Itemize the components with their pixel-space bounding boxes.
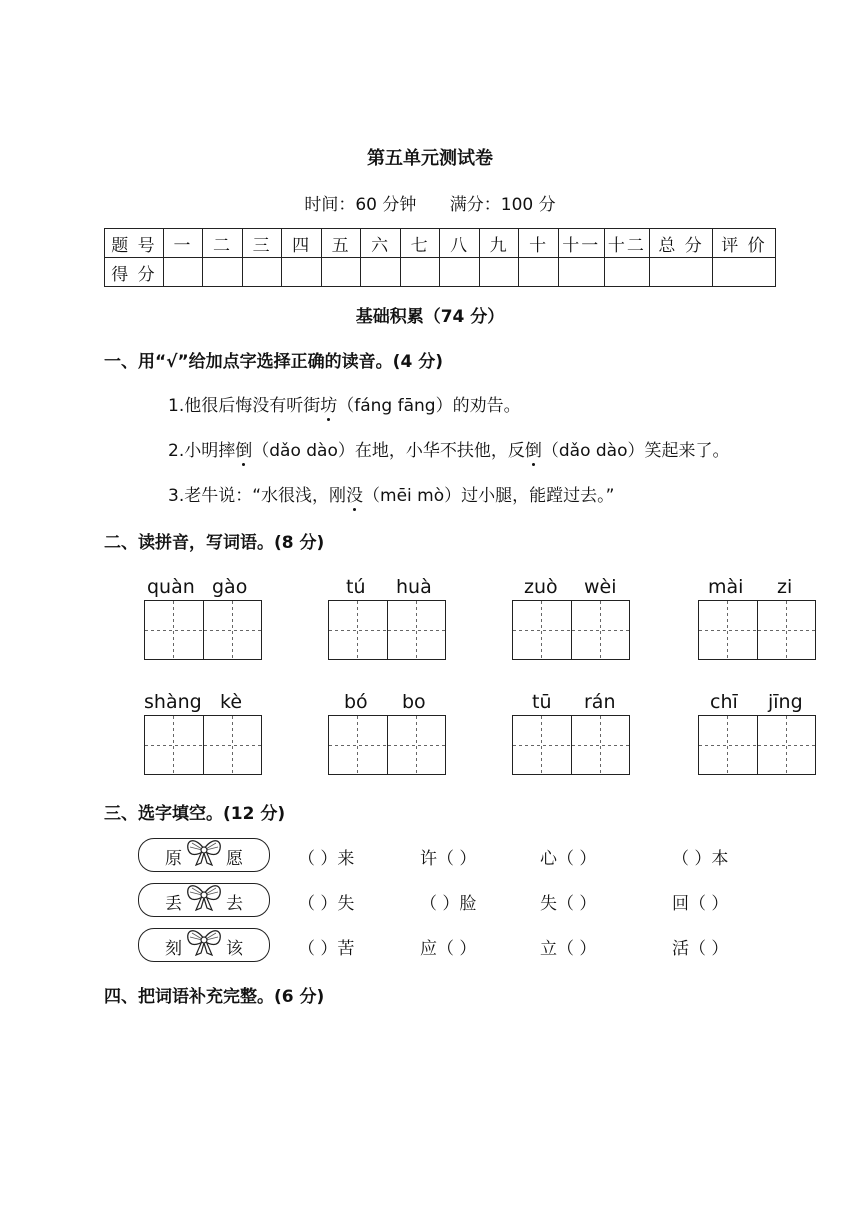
pinyin-syllable: mài — [708, 576, 744, 598]
score-blank-cell[interactable] — [519, 258, 559, 287]
score-blank-cell[interactable] — [440, 258, 480, 287]
fill-blank-item[interactable]: （ ）脸 — [420, 894, 477, 914]
fill-blank-item[interactable]: 应（ ） — [420, 939, 477, 959]
writing-grid[interactable] — [144, 600, 262, 660]
score-blank-cell[interactable] — [604, 258, 650, 287]
q1-heading: 一、用“√”给加点字选择正确的读音。(4 分) — [104, 352, 443, 372]
char-option: 丢 — [165, 894, 182, 914]
dotted-char: 坊 — [320, 391, 337, 416]
pinyin-word — [512, 687, 632, 775]
score-blank-cell[interactable] — [321, 258, 361, 287]
writing-grid[interactable] — [698, 715, 816, 775]
pinyin-word — [512, 572, 632, 660]
char-option: 愿 — [226, 849, 243, 869]
score-table-cell: 八 — [440, 229, 480, 258]
q3-heading: 三、选字填空。(12 分) — [104, 804, 286, 824]
score-blank-cell[interactable] — [163, 258, 203, 287]
char-option: 该 — [226, 939, 243, 959]
pinyin-word — [328, 687, 448, 775]
q1-item-text: 1.他很后悔没有听街 — [168, 396, 321, 416]
char-pair-badge — [138, 928, 270, 962]
score-table-header-row — [105, 229, 776, 258]
score-table-cell: 五 — [321, 229, 361, 258]
score-blank-cell[interactable] — [203, 258, 243, 287]
pinyin-word — [144, 572, 264, 660]
score-table-cell: 七 — [400, 229, 440, 258]
q2-heading: 二、读拼音，写词语。(8 分) — [104, 533, 325, 553]
pinyin-syllable: bó — [344, 691, 368, 713]
exam-info — [0, 190, 860, 215]
score-blank-cell[interactable] — [361, 258, 401, 287]
pinyin-word — [144, 687, 264, 775]
char-pair-badge — [138, 883, 270, 917]
score-table-cell: 十一 — [558, 229, 604, 258]
score-table-cell: 十二 — [604, 229, 650, 258]
pinyin-syllable: gào — [212, 576, 248, 598]
pinyin-syllable: bo — [402, 691, 426, 713]
dotted-char: 倒 — [525, 436, 542, 461]
fill-blank-item[interactable]: 回（ ） — [672, 894, 729, 914]
score-table-cell: 四 — [282, 229, 322, 258]
fill-blank-item[interactable]: 立（ ） — [540, 939, 597, 959]
score-table-cell: 二 — [203, 229, 243, 258]
q1-item-2 — [168, 436, 729, 461]
q1-item-text: （dǎo dào）笑起来了。 — [541, 441, 730, 461]
score-blank-cell[interactable] — [400, 258, 440, 287]
score-blank-cell[interactable] — [242, 258, 282, 287]
q1-item-3 — [168, 481, 614, 506]
writing-grid[interactable] — [328, 600, 446, 660]
pinyin-word — [698, 687, 818, 775]
bow-icon — [184, 831, 224, 871]
q1-item-1 — [168, 391, 521, 416]
pinyin-syllable: zuò — [524, 576, 558, 598]
fill-blank-item[interactable]: 许（ ） — [420, 849, 477, 869]
char-option: 去 — [226, 894, 243, 914]
exam-time: 时间：60 分钟 — [304, 195, 417, 215]
score-blank-cell[interactable] — [712, 258, 775, 287]
fill-blank-item[interactable]: 活（ ） — [672, 939, 729, 959]
score-table-cell: 十 — [519, 229, 559, 258]
pinyin-syllable: zi — [777, 576, 793, 598]
writing-grid[interactable] — [698, 600, 816, 660]
fill-blank-item[interactable]: 心（ ） — [540, 849, 597, 869]
dotted-char: 没 — [346, 481, 363, 506]
fill-blank-item[interactable]: （ ）苦 — [298, 939, 355, 959]
score-table-cell: 得 分 — [105, 258, 164, 287]
score-table-cell: 一 — [163, 229, 203, 258]
writing-grid[interactable] — [512, 600, 630, 660]
pinyin-syllable: rán — [584, 691, 616, 713]
exam-full-score: 满分：100 分 — [449, 195, 556, 215]
char-option: 刻 — [165, 939, 182, 959]
dotted-char: 倒 — [235, 436, 252, 461]
fill-blank-item[interactable]: 失（ ） — [540, 894, 597, 914]
score-blank-cell[interactable] — [282, 258, 322, 287]
score-table-cell: 三 — [242, 229, 282, 258]
bow-icon — [184, 876, 224, 916]
char-option: 原 — [165, 849, 182, 869]
pinyin-syllable: shàng — [144, 691, 202, 713]
fill-blank-item[interactable]: （ ）来 — [298, 849, 355, 869]
score-table-cell: 题 号 — [105, 229, 164, 258]
pinyin-syllable: chī — [710, 691, 738, 713]
score-blank-cell[interactable] — [479, 258, 519, 287]
pinyin-word — [328, 572, 448, 660]
q1-item-text: （mēi mò）过小腿，能蹚过去。” — [363, 486, 615, 506]
q1-item-text: 2.小明摔 — [168, 441, 236, 461]
score-blank-cell[interactable] — [558, 258, 604, 287]
score-table-cell: 九 — [479, 229, 519, 258]
pinyin-syllable: tú — [346, 576, 366, 598]
pinyin-syllable: tū — [532, 691, 552, 713]
section-heading: 基础积累（74 分） — [355, 307, 505, 327]
q1-item-text: （fáng fāng）的劝告。 — [337, 396, 521, 416]
bow-icon — [184, 921, 224, 961]
pinyin-syllable: wèi — [584, 576, 617, 598]
pinyin-syllable: huà — [396, 576, 432, 598]
score-blank-cell[interactable] — [650, 258, 713, 287]
char-pair-badge — [138, 838, 270, 872]
writing-grid[interactable] — [144, 715, 262, 775]
fill-blank-item[interactable]: （ ）本 — [672, 849, 729, 869]
score-table-score-row — [105, 258, 776, 287]
pinyin-syllable: kè — [220, 691, 243, 713]
pinyin-syllable: jīng — [768, 691, 803, 713]
pinyin-word — [698, 572, 818, 660]
writing-grid[interactable] — [512, 715, 630, 775]
q4-heading: 四、把词语补充完整。(6 分) — [104, 987, 325, 1007]
score-table-cell: 总 分 — [650, 229, 713, 258]
q1-item-text: （dǎo dào）在地，小华不扶他，反 — [252, 441, 525, 461]
q1-item-text: 3.老牛说：“水很浅，刚 — [168, 486, 347, 506]
page-title: 第五单元测试卷 — [367, 148, 493, 169]
score-table-cell: 六 — [361, 229, 401, 258]
score-table-cell: 评 价 — [712, 229, 775, 258]
writing-grid[interactable] — [328, 715, 446, 775]
score-table — [104, 228, 776, 287]
fill-blank-item[interactable]: （ ）失 — [298, 894, 355, 914]
pinyin-syllable: quàn — [147, 576, 195, 598]
